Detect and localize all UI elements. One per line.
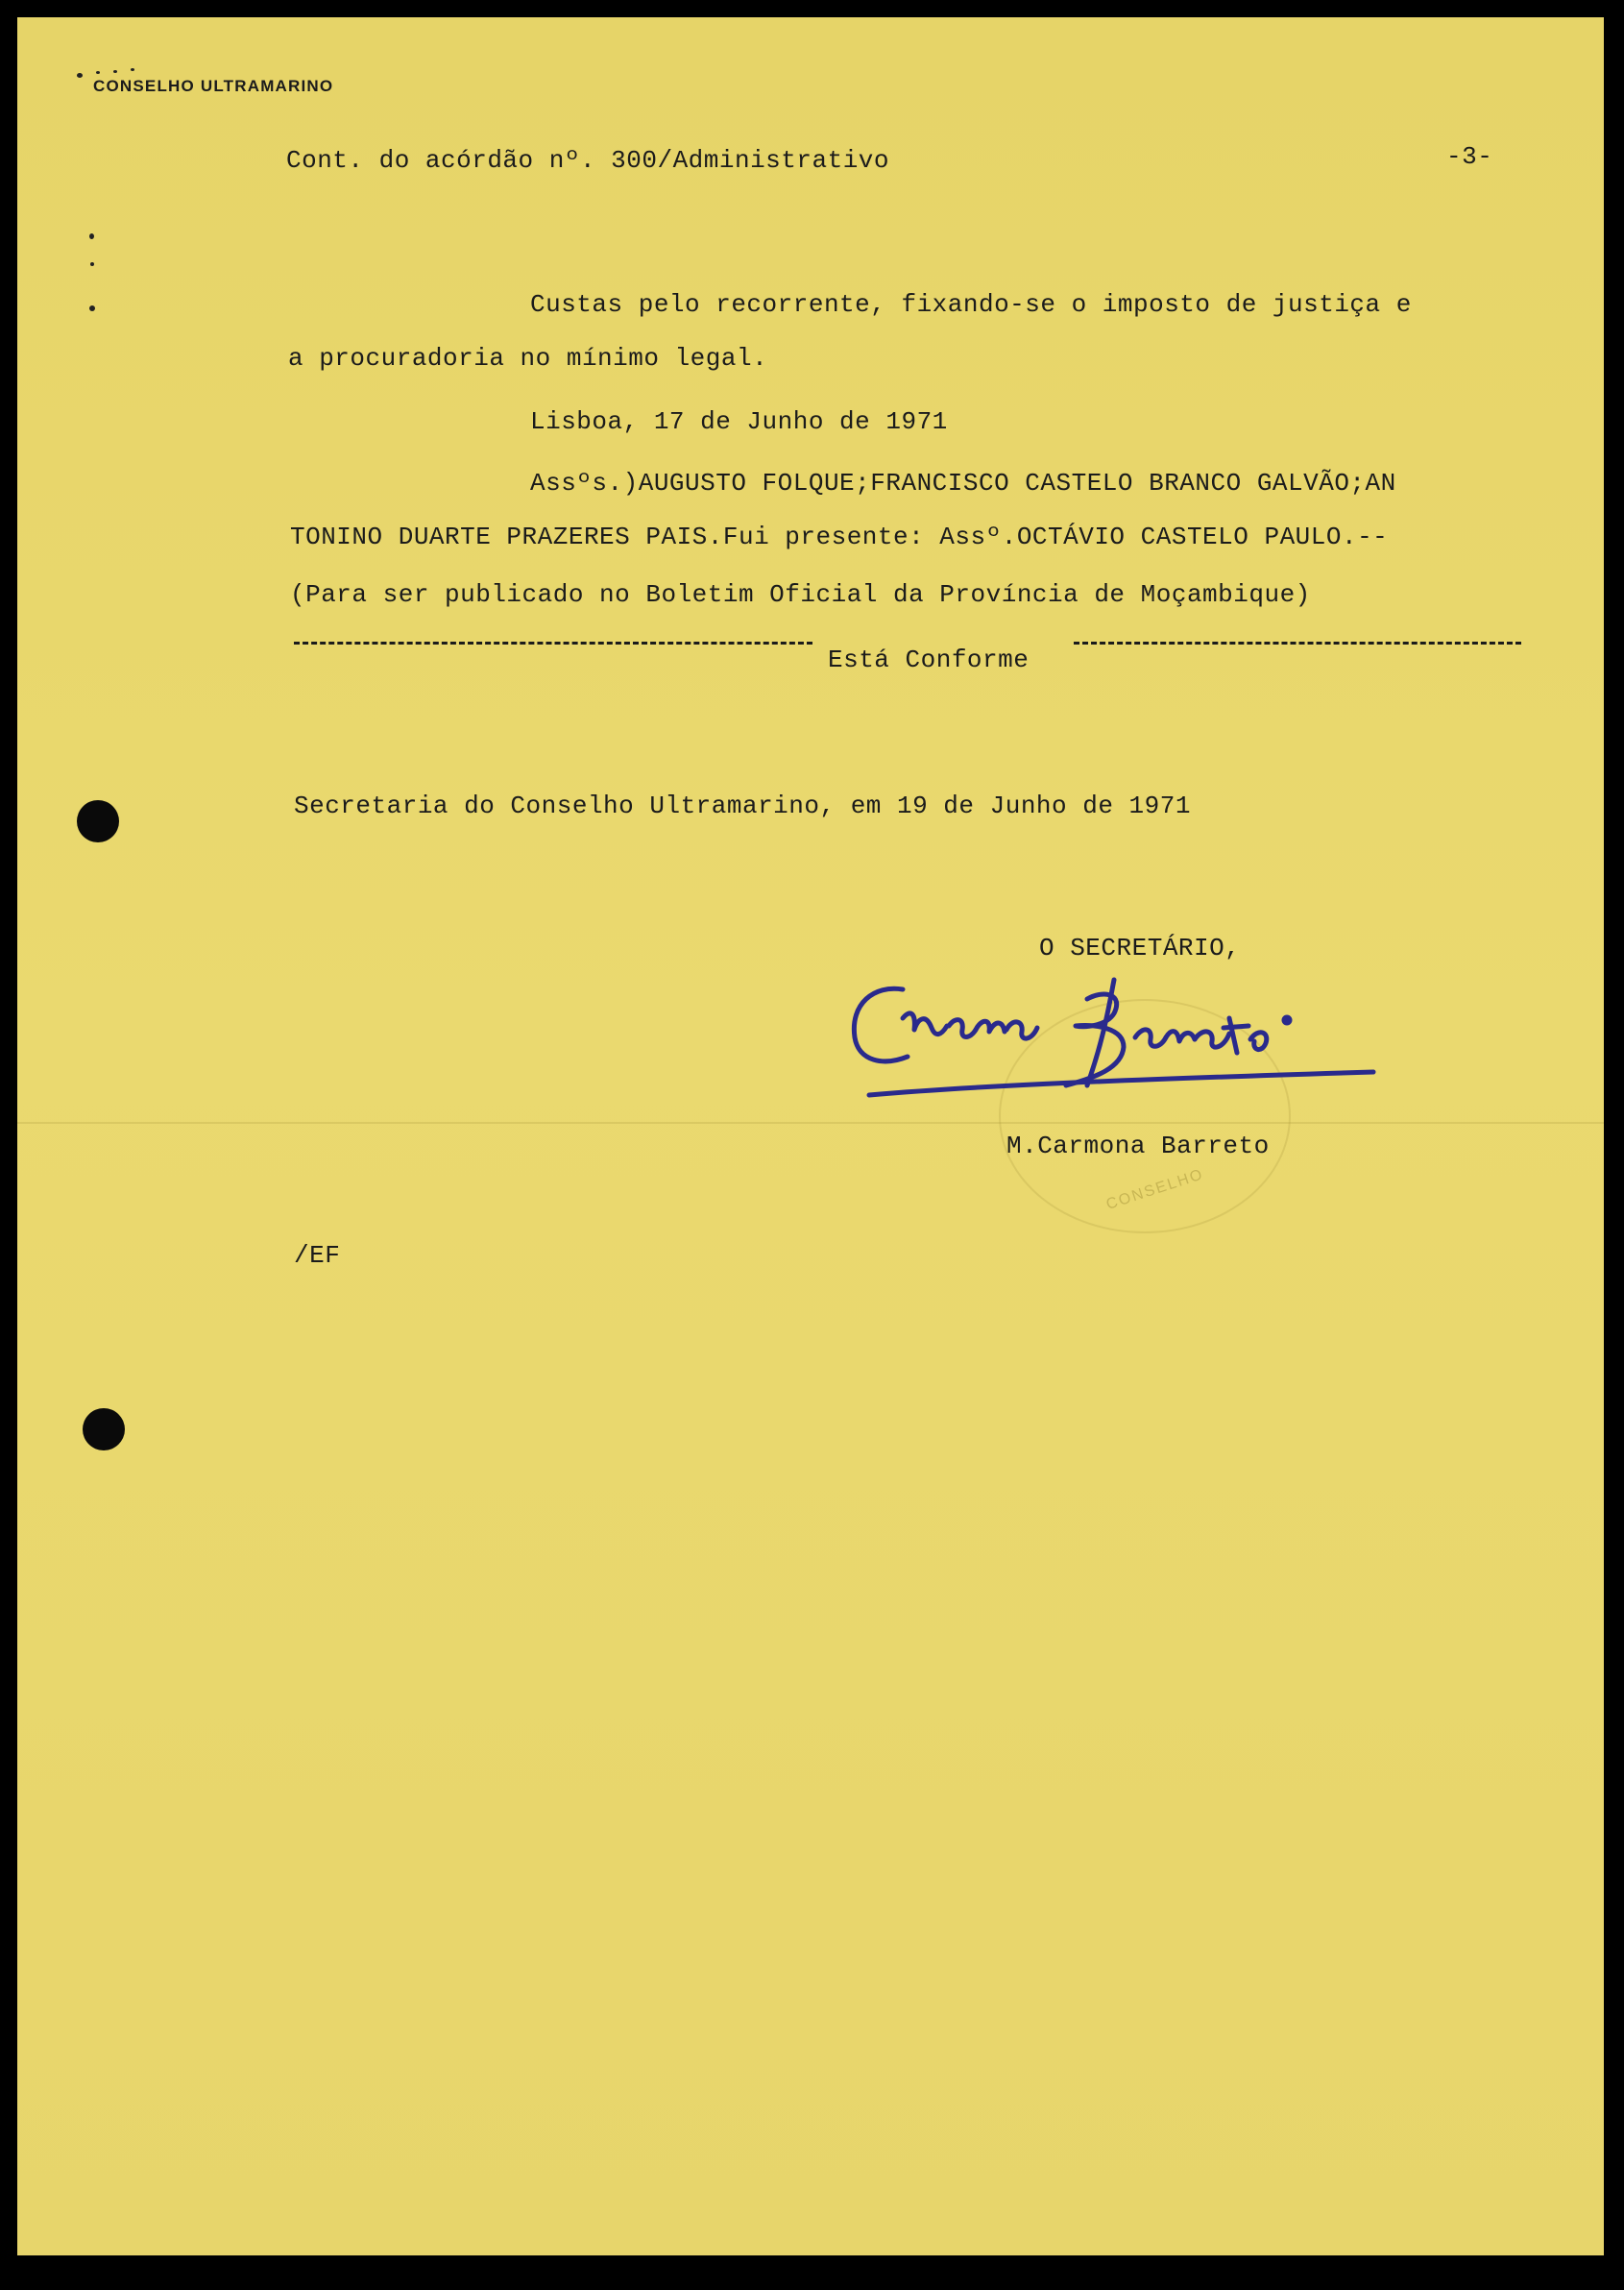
margin-mark — [96, 71, 100, 74]
signatories-line-1: Assºs.)AUGUSTO FOLQUE;FRANCISCO CASTELO BRANCO GALVÃO;AN — [530, 469, 1396, 498]
margin-mark — [89, 305, 95, 311]
signatory-name: M.Carmona Barreto — [1006, 1132, 1270, 1160]
conformity-stamp: Está Conforme — [828, 646, 1030, 674]
secretariat-line: Secretaria do Conselho Ultramarino, em 19 de Junho de 1971 — [294, 792, 1191, 820]
document-page — [17, 17, 1604, 2255]
letterhead: CONSELHO ULTRAMARINO — [93, 77, 334, 95]
punch-hole-bottom — [83, 1408, 125, 1450]
conformity-dash-right — [1074, 642, 1521, 648]
seal-text: CONSELHO — [1103, 1166, 1206, 1213]
margin-mark — [113, 70, 117, 73]
continuation-header: Cont. do acórdão nº. 300/Administrativo — [286, 146, 889, 175]
conformity-dash-left — [294, 642, 812, 648]
secretary-title: O SECRETÁRIO, — [1039, 934, 1241, 962]
margin-mark — [131, 68, 134, 71]
punch-hole-top — [77, 800, 119, 842]
signatories-line-2: TONINO DUARTE PRAZERES PAIS.Fui presente: Assº.OCTÁVIO CASTELO PAULO.-- — [290, 523, 1389, 551]
margin-mark — [89, 233, 94, 239]
paper-fold — [17, 1122, 1604, 1124]
margin-mark — [77, 73, 83, 78]
reference-initials: /EF — [294, 1241, 341, 1270]
margin-mark — [90, 262, 94, 266]
handwritten-signature — [836, 961, 1393, 1119]
page-number: -3- — [1446, 142, 1493, 171]
publication-note: (Para ser publicado no Boletim Oficial da Província de Moçambique) — [290, 580, 1311, 609]
place-date: Lisboa, 17 de Junho de 1971 — [530, 407, 948, 436]
costs-line-2: a procuradoria no mínimo legal. — [288, 344, 768, 373]
costs-line-1: Custas pelo recorrente, fixando-se o imposto de justiça e — [530, 290, 1412, 319]
